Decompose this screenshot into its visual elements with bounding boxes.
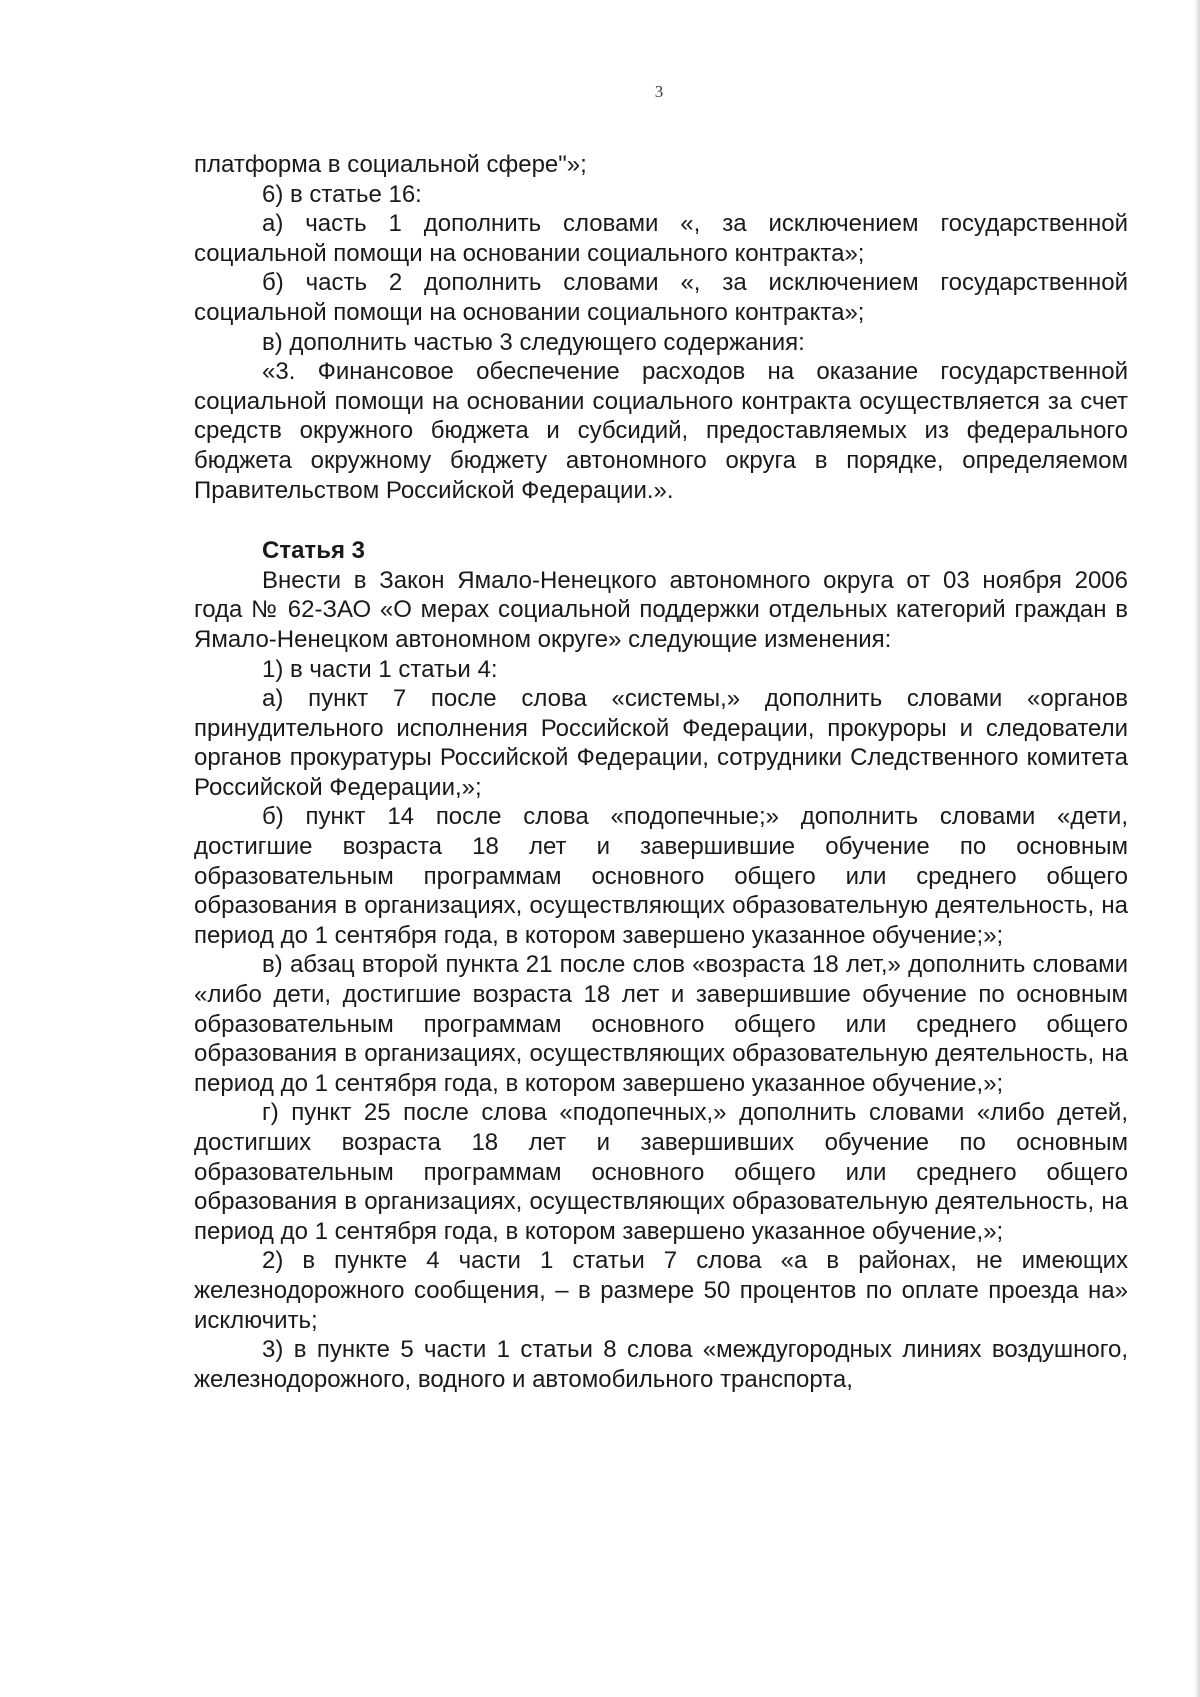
- body-paragraph: в) абзац второй пункта 21 после слов «возраста 18 лет,» дополнить словами «либо дети, достигшие возраста 18 лет и завершившие обучение по основным образовательным программам основного общего или среднего общего образования в организациях, осуществляющих образовательную деятельность, на период до 1 сентября года, в котором завершено указанное обучение,»;: [194, 951, 1128, 1097]
- page-edge-shadow: [1194, 0, 1200, 1697]
- body-paragraph: а) пункт 7 после слова «системы,» дополнить словами «органов принудительного исполнения Российской Федерации, прокуроры и следователи органов прокуратуры Российской Федерации, сотрудники Следственного комитета Российской Федерации,»;: [194, 685, 1128, 801]
- body-paragraph: б) пункт 14 после слова «подопечные;» дополнить словами «дети, достигшие возраста 18 лет и завершившие обучение по основным образовательным программам основного общего или среднего общего образования в организациях, осуществляющих образовательную деятельность, на период до 1 сентября года, в котором завершено указанное обучение;»;: [194, 803, 1128, 949]
- body-paragraph: «3. Финансовое обеспечение расходов на оказание государственной социальной помощи на основании социального контракта осуществляется за счет средств окружного бюджета и субсидий, предоставляемых из федерального бюджета окружному бюджету автономного округа в порядке, определяемом Правительством Российской Федерации.».: [194, 358, 1128, 504]
- body-paragraph: 3) в пункте 5 части 1 статьи 8 слова «междугородных линиях воздушного, железнодорожного, водного и автомобильного транспорта,: [194, 1336, 1128, 1393]
- body-paragraph: в) дополнить частью 3 следующего содержания:: [262, 328, 805, 356]
- amendment-list-article-2: [194, 150, 1128, 505]
- amendment-list-article-3: [194, 566, 1128, 1395]
- body-paragraph: а) часть 1 дополнить словами «, за исключением государственной социальной помощи на основании социального контракта»;: [194, 210, 1128, 267]
- body-paragraph: Внести в Закон Ямало-Ненецкого автономного округа от 03 ноября 2006 года № 62-ЗАО «О мерах социальной поддержки отдельных категорий граждан в Ямало-Ненецком автономном округе» следующие изменения:: [194, 566, 1128, 653]
- body-paragraph: 1) в части 1 статьи 4:: [262, 655, 498, 683]
- body-paragraph: г) пункт 25 после слова «подопечных,» дополнить словами «либо детей, достигших возраста 18 лет и завершивших обучение по основным образовательным программам основного общего или среднего общего образования в организациях, осуществляющих образовательную деятельность, на период до 1 сентября года, в котором завершено указанное обучение,»;: [194, 1099, 1128, 1245]
- paragraph-gap: [194, 505, 1128, 536]
- document-body: [194, 150, 1128, 1394]
- body-paragraph: 6) в статье 16:: [262, 180, 422, 208]
- page-number: 3: [654, 82, 664, 101]
- body-paragraph: б) часть 2 дополнить словами «, за исключением государственной социальной помощи на основании социального контракта»;: [194, 269, 1128, 326]
- article-heading: Статья 3: [262, 537, 365, 565]
- body-paragraph: 2) в пункте 4 части 1 статьи 7 слова «а в районах, не имеющих железнодорожного сообщения, – в размере 50 процентов по оплате проезда на» исключить;: [194, 1247, 1128, 1334]
- body-paragraph: платформа в социальной сфере"»;: [194, 151, 587, 178]
